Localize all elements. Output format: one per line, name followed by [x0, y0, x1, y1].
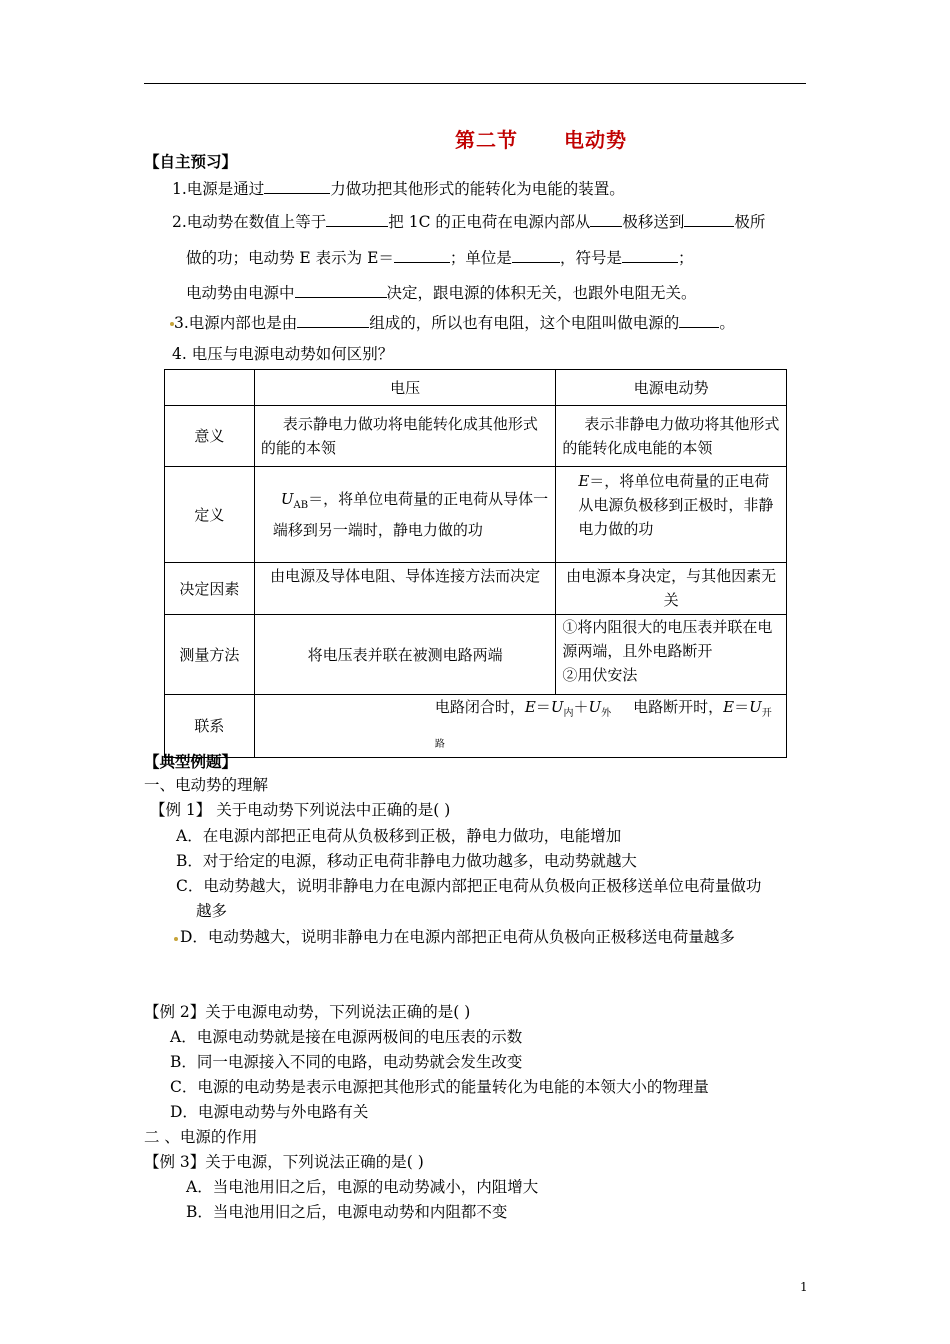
symbol-u: U	[588, 698, 602, 716]
example-2-option-a[interactable]: A．电源电动势就是接在电源两极间的电压表的示数	[170, 1028, 523, 1046]
fill-blank[interactable]	[394, 247, 450, 263]
fill-blank[interactable]	[622, 247, 678, 263]
page-title	[455, 124, 627, 153]
section-1-title: 一、电动势的理解	[144, 776, 269, 794]
example-1-option-d[interactable]: D．电动势越大，说明非静电力在电源内部把正电荷从负极向正极移送电荷量越多	[180, 928, 735, 946]
cell-relation	[254, 695, 786, 758]
emf-definition-text: ＝，将单位电荷量的正电荷从电源负极移到正极时，非静电力做的功	[578, 472, 774, 538]
voltage-definition-text: ＝，将单位电荷量的正电荷从导体一端移到另一端时，静电力做的功	[272, 490, 549, 539]
fill-blank[interactable]	[679, 312, 719, 328]
example-3-question: 【例 3】关于电源，下列说法正确的是( )	[144, 1153, 424, 1171]
margin-mark	[174, 937, 178, 941]
q2-text-g: ，符号是	[559, 249, 622, 267]
cell-emf-meaning: 表示非静电力做功将其他形式的能转化成电能的本领	[556, 406, 787, 467]
symbol-u: U	[550, 698, 564, 716]
question-4: 4. 电压与电源电动势如何区别？	[172, 345, 394, 363]
q1-text-b: 力做功把其他形式的能转化为电能的装置。	[330, 180, 625, 198]
q2-text-c: 极移送到	[622, 213, 685, 231]
header-voltage: 电压	[254, 370, 556, 406]
cell-emf-measurement	[556, 615, 787, 695]
fill-blank[interactable]	[684, 211, 734, 227]
fill-blank[interactable]	[295, 282, 387, 298]
symbol-e: E	[524, 698, 536, 716]
row-label-relation: 联系	[165, 695, 255, 758]
example-3-option-b[interactable]: B．当电池用旧之后，电源电动势和内阻都不变	[186, 1203, 508, 1221]
q2-text-a: 2.电动势在数值上等于	[172, 213, 327, 231]
q3-text-a: 3.电源内部也是由	[174, 314, 298, 332]
table-row	[165, 370, 787, 406]
title-topic: 电动势	[564, 128, 627, 152]
relation-closed: 电路闭合时，	[434, 698, 525, 716]
measure-method-2: ②用伏安法	[562, 666, 638, 684]
cell-voltage-definition	[254, 467, 556, 563]
example-1-option-c-cont: 越多	[196, 902, 228, 920]
example-1-option-b[interactable]: B．对于给定的电源，移动正电荷非静电力做功越多，电动势就越大	[176, 852, 637, 870]
example-1-question: 【例 1】 关于电动势下列说法中正确的是( )	[150, 801, 451, 819]
row-label-meaning: 意义	[165, 406, 255, 467]
symbol-e: E	[578, 472, 590, 490]
q1-text-a: 1.电源是通过	[172, 180, 265, 198]
q2-text-j: 决定，跟电源的体积无关，也跟外电阻无关。	[386, 284, 697, 302]
symbol-e: E	[723, 698, 735, 716]
question-3	[174, 312, 735, 333]
question-2-cont	[186, 247, 693, 268]
page-number: 1	[800, 1280, 808, 1294]
example-2-option-d[interactable]: D．电源电动势与外电路有关	[170, 1103, 369, 1121]
cell-voltage-meaning: 表示静电力做功将电能转化成其他形式的能的本领	[254, 406, 556, 467]
cell-voltage-measurement: 将电压表并联在被测电路两端	[254, 615, 556, 695]
q3-text-c: 。	[719, 314, 735, 332]
equals: ＝	[734, 698, 750, 716]
equals: ＝	[535, 698, 551, 716]
table-row	[165, 406, 787, 467]
comparison-table	[164, 369, 787, 758]
symbol-u: U	[280, 490, 294, 508]
relation-open: 电路断开时，	[633, 698, 724, 716]
fill-blank[interactable]	[326, 211, 388, 227]
subscript-inner: 内	[563, 708, 574, 719]
header-emf: 电源电动势	[556, 370, 787, 406]
q2-text-h: ；	[677, 249, 694, 267]
q2-text-e: 做的功；电动势 E 表示为 E＝	[186, 249, 394, 267]
cell-voltage-factors: 由电源及导体电阻、导体连接方法而决定	[254, 563, 556, 615]
plus: ＋	[573, 698, 589, 716]
question-2	[172, 211, 765, 232]
header-rule	[144, 83, 806, 84]
q2-text-b: 把 1C 的正电荷在电源内部从	[388, 213, 591, 231]
title-section: 第二节	[455, 128, 518, 152]
table-row	[165, 467, 787, 563]
q3-text-b: 组成的，所以也有电阻，这个电阻叫做电源的	[369, 314, 680, 332]
cell-emf-factors: 由电源本身决定，与其他因素无关	[556, 563, 787, 615]
row-label-definition: 定义	[165, 467, 255, 563]
subscript-open-circuit: 开路	[434, 708, 772, 750]
question-1	[172, 178, 625, 199]
section-2-title: 二 、电源的作用	[144, 1128, 258, 1146]
q2-text-i: 电动势由电源中	[186, 284, 295, 302]
question-2-cont2	[186, 282, 697, 303]
fill-blank[interactable]	[512, 247, 560, 263]
example-1-option-c[interactable]: C．电动势越大，说明非静电力在电源内部把正电荷从负极向正极移送单位电荷量做功	[176, 877, 762, 895]
fill-blank[interactable]	[264, 178, 330, 194]
table-row	[165, 615, 787, 695]
examples-heading: 【典型例题】	[144, 752, 238, 771]
cell-emf-definition	[556, 467, 787, 563]
fill-blank[interactable]	[590, 211, 622, 227]
row-label-measurement: 测量方法	[165, 615, 255, 695]
table-row	[165, 695, 787, 758]
measure-method-1: ①将内阻很大的电压表并联在电源两端，且外电路断开	[562, 618, 773, 660]
preview-heading: 【自主预习】	[144, 152, 238, 171]
q2-text-f: ；单位是	[449, 249, 512, 267]
table-row	[165, 563, 787, 615]
subscript-ab: AB	[293, 500, 309, 511]
example-2-question: 【例 2】关于电源电动势，下列说法正确的是( )	[144, 1003, 471, 1021]
table-cell	[165, 370, 255, 406]
symbol-u: U	[749, 698, 762, 716]
example-2-option-c[interactable]: C．电源的电动势是表示电源把其他形式的能量转化为电能的本领大小的物理量	[170, 1078, 709, 1096]
example-3-option-a[interactable]: A．当电池用旧之后，电源的电动势减小，内阻增大	[186, 1178, 539, 1196]
fill-blank[interactable]	[297, 312, 369, 328]
q2-text-d: 极所	[734, 213, 766, 231]
subscript-outer: 外	[601, 708, 612, 719]
example-2-option-b[interactable]: B．同一电源接入不同的电路，电动势就会发生改变	[170, 1053, 523, 1071]
example-1-option-a[interactable]: A．在电源内部把正电荷从负极移到正极，静电力做功，电能增加	[176, 827, 622, 845]
row-label-factors: 决定因素	[165, 563, 255, 615]
